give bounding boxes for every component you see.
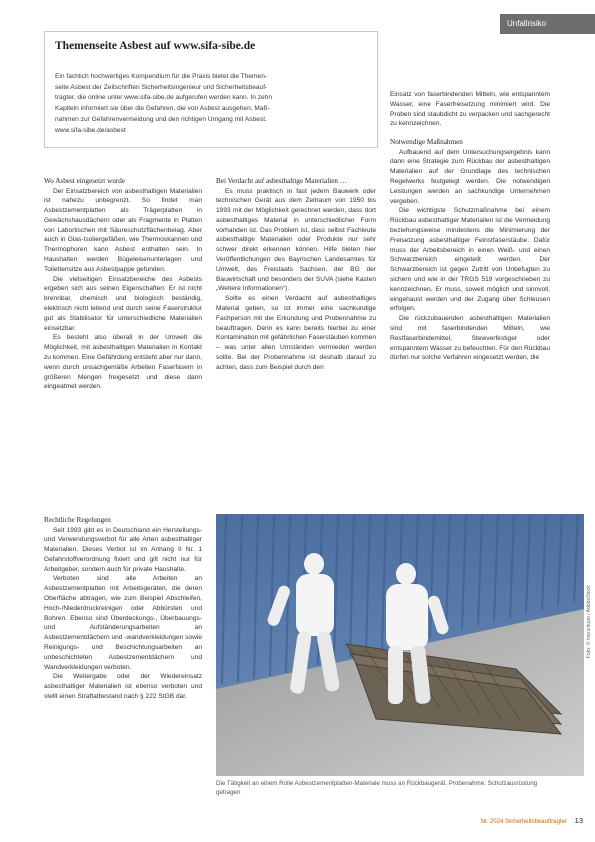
section-heading: Notwendige Maßnahmen [390,138,463,147]
section-tag: Unfallrisiko [500,14,595,34]
info-line: Kapiteln informiert sie über die Gefahren, die von Asbest ausgehen, Maß- [55,105,270,113]
paragraph: Die rückzubauenden asbesthaltigen Materialien sind mit faserbindenden Mitteln, wie Restfaserbindemittel, Stewverfestiger oder entspanntem Wasser zu befeuchten. Für den Rückbau dürfen nur solche Verfahren eingesetzt werden, die [390,315,550,362]
paragraph: Verboten sind alle Arbeiten an Asbestzementplatten mit Arbeitsgeräten, die deren Oberfläche abtragen, wie zum Beispiel Abschleifen, Hoch-/Niederdruckreinigen oder Abbürsten und Bohren. Ebenso sind Überdeckungs-, Überbauungs- und Aufständerungsarbeiten an Asbestzementdächern und -wandverkleidungen sowie Reinigungs- und Beschichtungsarbeiten an unbeschichteten Asbestzementdächern und Wandverkleidungen verboten. [44,575,202,671]
paragraph: Die wichtigste Schutzmaßnahme bei einem Rückbau asbesthaltiger Materialien ist die Vermeidung beziehungsweise mindestens die Minimierung der Freisetzung asbesthaltiger Feinstfaserstäube. Dafür muss der Arbeitsbereich in einen Weiß- und einen Schwarzbereich eingeteilt werden. Der Schwarzbereich ist gegen Zutritt von Unbefugten zu sichern und wie in der TRGS 519 vorgeschrieben zu kennzeichnen. Er muss, soweit möglich und sinnvoll, eingehaust werden und der Zugang über Schleusen erfolgen. [390,207,550,313]
article-column-3 [390,90,550,363]
info-line: Ein fachlich hochwertiges Kompendium für die Praxis bietet die Themen- [55,73,268,80]
paragraph: Sollte es einen Verdacht auf asbesthaltiges Material geben, so ist immer eine sachkundige Fachperson mit der Erkundung und Probennahme zu beauftragen. Denn es kann bereits hierbei zu einer Kontamination mit gefährlichen Faserstäuben kommen – was unter allen Umständen vermieden werden sollte. Bei der Probennahme ist deshalb darauf zu achten, dass zum Beispiel durch den [216,295,376,371]
footer-source: Nr. 2024 Sicherheitsbeauftragter [480,819,567,825]
info-box-title: Themenseite Asbest auf www.sifa-sibe.de [55,40,256,52]
photo-illustration [216,514,584,776]
info-box [44,31,378,148]
article-column-1 [44,176,202,392]
info-line: seite Asbest der Zeitschriften Sicherheitsingenieur und Sicherheitsbeauf- [55,83,268,91]
photo-caption: Die Tätigkeit an einem Rolle Asbestzementplatten-Materiale muss an Rückbaugerät. Probenahme: Schutzausrüstung getragen [216,780,538,797]
info-line: tragter, die online unter www.sifa-sibe.de aufgerufen werden kann. In zehn [55,94,272,102]
paragraph: Die vielseitigen Einsatzbereiche des Asbests ergeben sich aus seinen Eigenschaften: Er ist nicht brennbar, chemisch und biologisch beständig, elektrisch nicht leitend und durch seine Faserstruktur gut als Stabilisator für unterschiedliche Materialien einsetzbar. [44,275,202,332]
info-line: nahmen zur Gefahrenvermeidung und den richtigen Umgang mit Asbest. [55,115,267,123]
paragraph: Es muss praktisch in fast jedem Bauwerk oder technischen Gerät aus dem Zeitraum von 1950 bis 1993 mit der Möglichkeit gerechnet werden, dass dort asbesthaltiges Material in unterschiedlicher Form vorhanden ist. Das Problem ist, dass selbst Fachleute asbesthaltige Materialien oder Produkte nur sehr schwer direkt erkennen können. Hilfe bieten hier Veröffentlichungen des Bayrischen Landesamtes für Umwelt, des Freistaats Sachsen, der BG der Bauwirtschaft und besonders der SUVA (siehe Kasten „Weitere Informationen“). [216,187,376,293]
paragraph: Einsatz von faserbindenden Mitteln, wie entspanntem Wasser, eine Faserfreisetzung minimiert wird. Die Proben sind staubdicht zu verpacken und sachgerecht zu kennzeichnen. [390,91,550,128]
paragraph: Aufbauend auf dem Untersuchungsergebnis kann dann eine Strategie zum Rückbau der asbesthaltigen Materialien auf der Grundlage des technischen Regelwerks festgelegt werden. Die notwendigen Leistungen werden an sachkundige Unternehmen vergeben. [390,148,550,205]
paragraph: Die Weitergabe oder der Wiedereinsatz asbesthaltiger Materialien ist ebenso verboten und stellt einen Straftatbestand nach § 222 StGB dar. [44,673,202,701]
paragraph: Der Einsatzbereich von asbesthaltigen Materialien ist nahezu unbegrenzt. So findet man Asbestzementplatten als Trägerplatten in Gewächshausdächern oder als Fragmente in Platten von Labortischen mit Säureschutzflächenbelag. Aber auch in Glas-Isoliergefäßen, wie Thermoskannen und Thermophoren kann Asbest enthalten sein. In Haushalten werden Bügeleisenunterlagen und Toilettensitze aus Asbestpappe gefunden. [44,187,202,273]
info-box-text [55,72,365,136]
roof-workers-photo [216,514,584,776]
section-heading: Wo Asbest eingesetzt wurde [44,177,126,185]
info-link[interactable]: www.sifa-sibe.de/asbest [55,126,126,134]
page-footer [481,816,583,825]
page-number: 13 [574,816,583,825]
article-column-2 [216,176,376,373]
paragraph: Es besteht also überall in der Umwelt die Möglichkeit, mit asbesthaltigen Materialien in Kontakt zu kommen. Eine Gefährdung entsteht aber nur dann, wenn durch unsachgemäße Arbeiten Faserfasern in größeren Mengen freigesetzt und diese dann eingeatmet werden. [44,334,202,391]
section-heading: Bei Verdacht auf asbesthaltige Materialien … [216,177,347,185]
paragraph: Seit 1993 gibt es in Deutschland ein Herstellungs- und Verwendungsverbot für alle Arten asbesthaltiger Materialien. Dieses Verbot ist im Anhang II Nr. 1 Gefahrstoffverordnung fixiert und gilt nicht nur für Arbeitgeber, sondern auch für private Haushalte. [44,526,202,573]
photo-credit: Foto: © maruntupo / AdobeStock [586,585,592,658]
article-column-1b [44,515,202,702]
section-heading: Rechtliche Regelungen [44,516,111,524]
